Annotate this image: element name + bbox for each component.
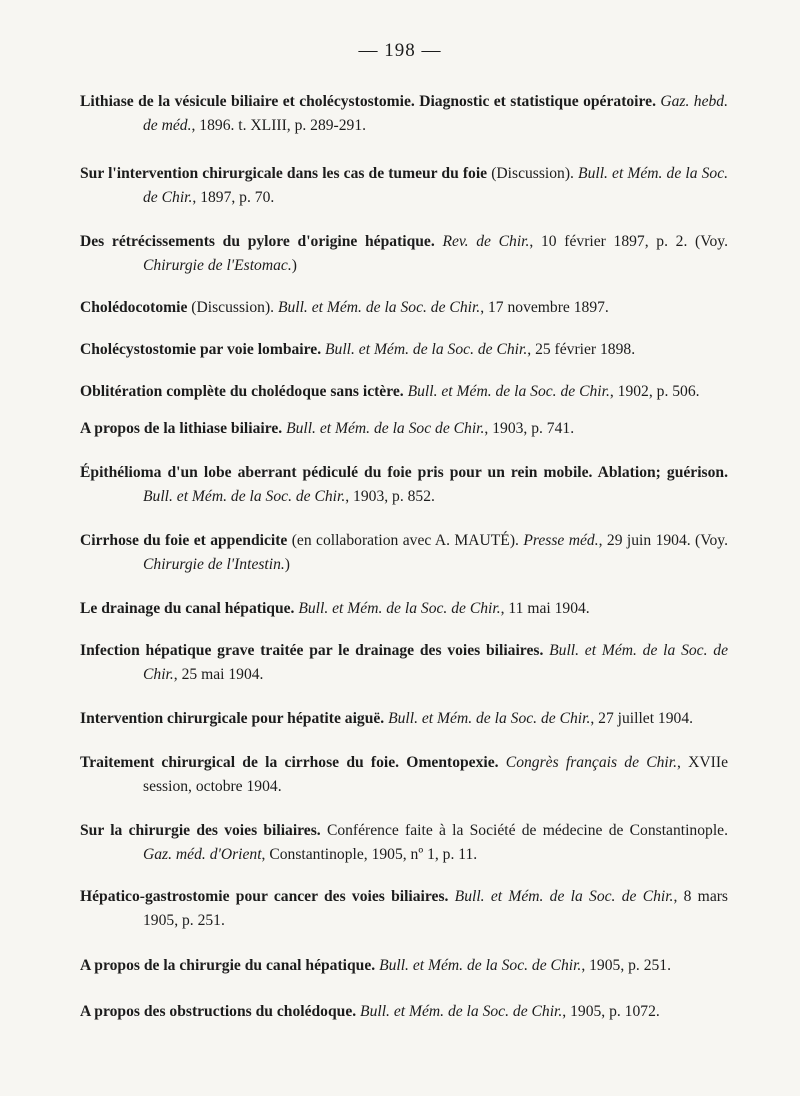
entry-source: Bull. et Mém. de la Soc. de Chir. <box>321 341 528 358</box>
entry-cross-reference: Chirurgie de l'Intestin. <box>143 556 285 573</box>
entry-details: , XVIIe session, octobre 1904. <box>143 754 728 795</box>
bibliography-entry <box>80 529 728 577</box>
bibliography-entry <box>80 639 728 687</box>
entry-title: Cholécystostomie par voie lombaire. <box>80 341 322 358</box>
entry-title: Hépatico-gastrostomie pour cancer des voies biliaires. <box>80 888 449 905</box>
page-number: — 198 — <box>358 40 442 61</box>
bibliography-entry <box>80 338 728 362</box>
entry-details: , 25 février 1898. <box>527 341 636 358</box>
entry-source: Bull. et Mém. de la Soc. de Chir. <box>448 888 674 905</box>
entry-source: Bull. et Mém. de la Soc de Chir. <box>282 420 485 437</box>
bibliography-list <box>80 84 728 1024</box>
entry-details-end: ) <box>291 257 297 274</box>
entry-title: Traitement chirurgical de la cirrhose du foie. Omentopexie. <box>80 754 499 771</box>
entry-title: A propos des obstructions du cholédoque. <box>80 1003 357 1020</box>
bibliography-entry <box>80 1000 728 1024</box>
entry-details: , 1905, p. 251. <box>581 957 671 974</box>
bibliography-entry <box>80 90 728 138</box>
bibliography-entry <box>80 885 728 933</box>
entry-details: , 1897, p. 70. <box>192 189 275 206</box>
entry-source: Bull. et Mém. de la Soc. de Chir. <box>277 299 481 316</box>
entry-note: (Discussion). <box>487 165 579 182</box>
entry-note: Conférence faite à la Société de médecine de Constantinople. <box>320 822 728 839</box>
entry-source: Congrès français de Chir. <box>498 754 678 771</box>
bibliography-entry <box>80 751 728 799</box>
entry-title: Lithiase de la vésicule biliaire et cholécystostomie. Diagnostic et statistique opératoire. <box>80 93 656 110</box>
entry-title: Des rétrécissements du pylore d'origine hépatique. <box>80 233 435 250</box>
entry-details: , 25 mai 1904. <box>173 666 264 683</box>
entry-details: , 11 mai 1904. <box>500 600 590 617</box>
entry-source: Bull. et Mém. de la Soc. de Chir. <box>143 642 728 683</box>
entry-source: Bull. et Mém. de la Soc. de Chir. <box>143 488 346 505</box>
entry-cross-reference: Chirurgie de l'Estomac. <box>143 257 292 274</box>
entry-title: A propos de la chirurgie du canal hépatique. <box>80 957 376 974</box>
entry-source: Rev. de Chir. <box>434 233 530 250</box>
entry-details: , 17 novembre 1897. <box>480 299 609 316</box>
entry-source: Bull. et Mém. de la Soc. de Chir. <box>403 383 610 400</box>
bibliography-entry <box>80 819 728 867</box>
entry-source: Gaz. méd. d'Orient <box>143 846 262 863</box>
entry-source: Presse méd. <box>523 532 599 549</box>
entry-title: Épithélioma d'un lobe aberrant pédiculé du foie pris pour un rein mobile. Ablation; guérison. <box>80 464 728 481</box>
entry-details: , 1903, p. 852. <box>345 488 435 505</box>
entry-details: , 29 juin 1904. (Voy. <box>598 532 728 549</box>
entry-details: , 1896. t. XLIII, p. 289-291. <box>191 117 367 134</box>
entry-source: Bull. et Mém. de la Soc. de Chir. <box>356 1003 563 1020</box>
entry-title: Sur l'intervention chirurgicale dans les cas de tumeur du foie <box>80 165 488 182</box>
entry-source: Bull. et Mém. de la Soc. de Chir. <box>294 600 501 617</box>
bibliography-entry <box>80 230 728 278</box>
bibliography-entry <box>80 707 728 731</box>
entry-source: Bull. et Mém. de la Soc. de Chir. <box>384 710 591 727</box>
bibliography-entry <box>80 162 728 210</box>
entry-title: Cholédocotomie <box>80 299 188 316</box>
entry-title: Cirrhose du foie et appendicite <box>80 532 288 549</box>
entry-title: Le drainage du canal hépatique. <box>80 600 295 617</box>
entry-details: , Constantinople, 1905, nº 1, p. 11. <box>261 846 478 863</box>
bibliography-entry <box>80 380 728 404</box>
entry-title: Oblitération complète du cholédoque sans ictère. <box>80 383 404 400</box>
bibliography-entry <box>80 597 728 621</box>
entry-note: (en collaboration avec A. MAUTÉ). <box>287 532 524 549</box>
entry-details: , 27 juillet 1904. <box>590 710 694 727</box>
entry-details-end: ) <box>284 556 290 573</box>
entry-details: , 1905, p. 1072. <box>562 1003 660 1020</box>
entry-title: A propos de la lithiase biliaire. <box>80 420 283 437</box>
entry-title: Sur la chirurgie des voies biliaires. <box>80 822 321 839</box>
entry-source: Bull. et Mém. de la Soc. de Chir. <box>375 957 582 974</box>
entry-details: , 8 mars 1905, p. 251. <box>143 888 728 929</box>
entry-title: Infection hépatique grave traitée par le drainage des voies biliaires. <box>80 642 544 659</box>
entry-source: Gaz. hebd. de méd. <box>143 93 728 134</box>
bibliography-entry <box>80 461 728 509</box>
entry-details: , 10 février 1897, p. 2. (Voy. <box>529 233 728 250</box>
bibliography-entry <box>80 296 728 320</box>
entry-details: , 1903, p. 741. <box>484 420 575 437</box>
bibliography-entry <box>80 954 728 978</box>
entry-title: Intervention chirurgicale pour hépatite aiguë. <box>80 710 385 727</box>
bibliography-entry <box>80 417 728 441</box>
entry-source: Bull. et Mém. de la Soc. de Chir. <box>143 165 729 206</box>
entry-details: , 1902, p. 506. <box>609 383 700 400</box>
entry-note: (Discussion). <box>187 299 278 316</box>
